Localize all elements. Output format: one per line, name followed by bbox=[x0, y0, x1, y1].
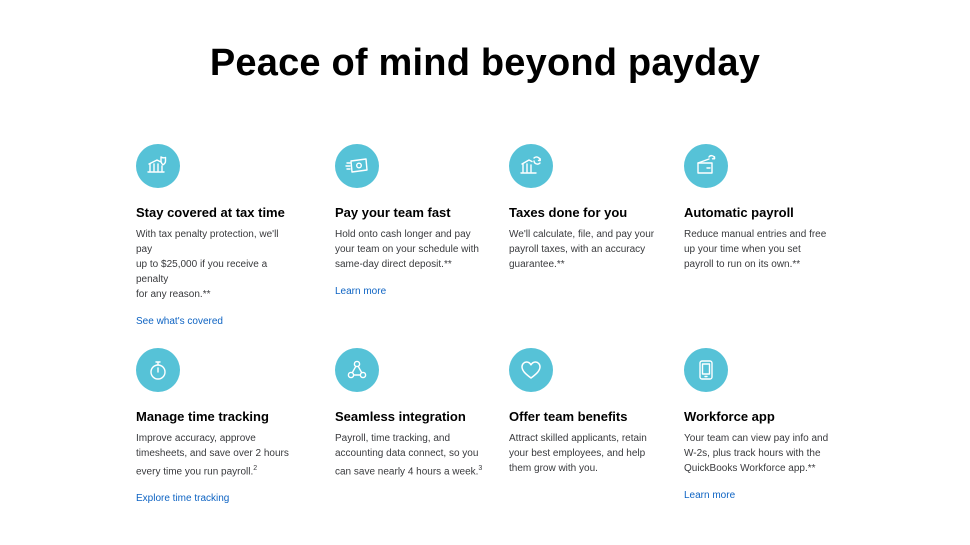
feature-card-tax-coverage bbox=[136, 144, 296, 329]
feature-description: Your team can view pay info and W-2s, plus track hours with the QuickBooks Workforce app.** bbox=[684, 433, 829, 474]
feature-title: Seamless integration bbox=[335, 409, 466, 424]
explore-time-tracking-link[interactable]: Explore time tracking bbox=[136, 493, 230, 505]
feature-title: Taxes done for you bbox=[509, 205, 628, 220]
feature-title: Workforce app bbox=[684, 409, 775, 424]
feature-card-taxes-done bbox=[509, 144, 669, 272]
wallet-refresh-icon bbox=[684, 144, 728, 188]
shield-building-icon bbox=[136, 144, 180, 188]
feature-card-integration bbox=[335, 348, 495, 479]
feature-title: Manage time tracking bbox=[136, 409, 269, 424]
feature-description: With tax penalty protection, we'll pay up to $25,000 if you receive a penalty for any reason.** bbox=[136, 229, 279, 300]
money-transfer-icon bbox=[335, 144, 379, 188]
feature-description: We'll calculate, file, and pay your payroll taxes, with an accuracy guarantee.** bbox=[509, 229, 655, 270]
feature-description: Reduce manual entries and free up your time when you set payroll to run on its own.** bbox=[684, 229, 827, 270]
heart-icon bbox=[509, 348, 553, 392]
feature-title: Stay covered at tax time bbox=[136, 205, 285, 220]
tablet-icon bbox=[684, 348, 728, 392]
page-headline: Peace of mind beyond payday bbox=[209, 42, 761, 84]
feature-title: Automatic payroll bbox=[684, 205, 794, 220]
feature-card-automatic-payroll bbox=[684, 144, 844, 272]
building-refresh-icon bbox=[509, 144, 553, 188]
learn-more-link[interactable]: Learn more bbox=[684, 490, 736, 501]
stopwatch-icon bbox=[136, 348, 180, 392]
feature-description: Payroll, time tracking, and accounting data connect, so you can save nearly 4 hours a week.$^3$ bbox=[335, 433, 483, 478]
feature-description: Hold onto cash longer and pay your team on your schedule with same-day direct deposit.** bbox=[335, 229, 479, 270]
feature-card-workforce-app bbox=[684, 348, 844, 503]
connected-nodes-icon bbox=[335, 348, 379, 392]
footnote-marker: 2 bbox=[253, 465, 258, 472]
learn-more-link[interactable]: Learn more bbox=[335, 286, 387, 297]
feature-card-pay-fast bbox=[335, 144, 495, 299]
feature-card-team-benefits bbox=[509, 348, 669, 476]
footnote-marker: 3 bbox=[478, 465, 483, 472]
feature-description: Attract skilled applicants, retain your best employees, and help them grow with you. bbox=[509, 433, 647, 474]
feature-title: Pay your team fast bbox=[335, 205, 451, 220]
feature-description: Improve accuracy, approve timesheets, and save over 2 hours every time you run payroll.$^2$ bbox=[136, 433, 289, 478]
feature-card-time-tracking bbox=[136, 348, 296, 506]
see-whats-covered-link[interactable]: See what's covered bbox=[136, 316, 223, 327]
feature-title: Offer team benefits bbox=[509, 409, 628, 424]
